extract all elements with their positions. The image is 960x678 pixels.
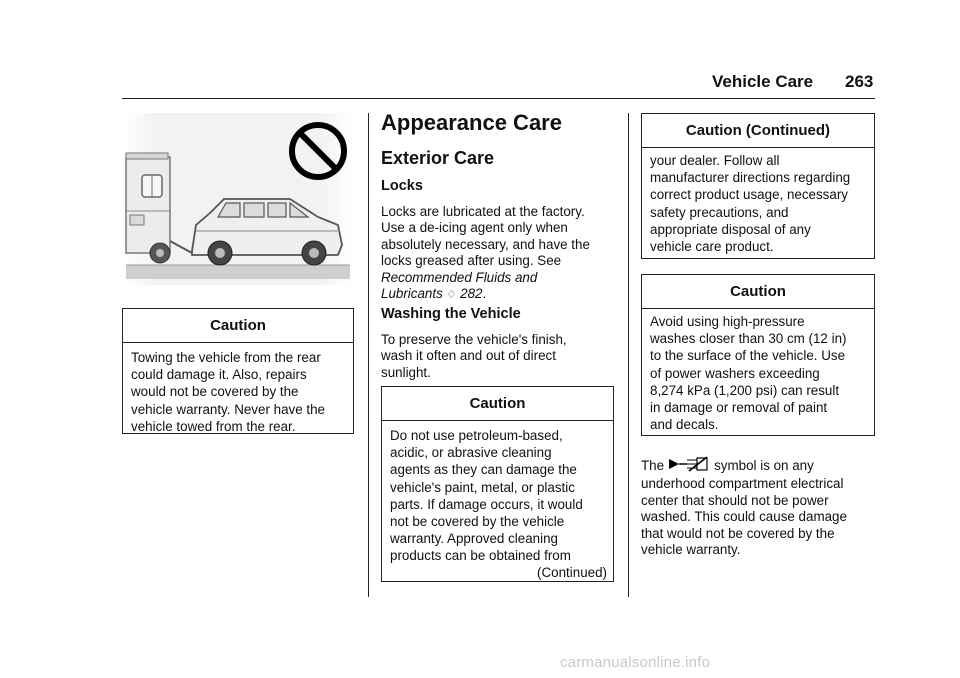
heading-washing-the-vehicle: Washing the Vehicle [381, 306, 521, 322]
no-pressure-wash-icon [667, 456, 711, 476]
caution-line: vehicle towed from the rear. [131, 418, 296, 434]
column-divider-left [368, 113, 369, 597]
caution-heading: Caution [123, 309, 353, 343]
caution-line: Towing the vehicle from the rear [131, 350, 321, 365]
caution-line: products can be obtained from [390, 548, 571, 564]
caution-line: acidic, or abrasive cleaning [390, 445, 552, 461]
caution-line: of power washers exceeding [650, 365, 820, 381]
cross-reference-link[interactable]: Lubricants [381, 286, 443, 302]
text-line: locks greased after using. See [381, 253, 562, 269]
reference-page-number[interactable]: 282 [460, 286, 483, 302]
text-line: underhood compartment electrical [641, 476, 844, 492]
caution-box-towing [122, 308, 354, 434]
text-line: washed. This could cause damage [641, 509, 847, 525]
caution-heading: Caution (Continued) [642, 114, 874, 148]
text-line: Locks are lubricated at the factory. [381, 204, 585, 219]
caution-heading: Caution [382, 387, 613, 421]
section-heading-appearance-care: Appearance Care [381, 110, 562, 135]
text-prefix: The [641, 458, 665, 473]
caution-line: and decals. [650, 417, 719, 433]
caution-line: washes closer than 30 cm (12 in) [650, 331, 847, 347]
text-line: wash it often and out of direct [381, 348, 556, 364]
caution-line: in damage or removal of paint [650, 400, 828, 416]
cross-reference-line[interactable] [381, 286, 621, 303]
symbol-line [641, 456, 875, 476]
page-reference-icon: ♢ [446, 289, 457, 302]
washing-paragraph [381, 332, 621, 381]
caution-line: warranty. Approved cleaning [390, 531, 558, 547]
text-suffix: symbol is on any [714, 458, 814, 473]
caution-line: correct product usage, necessary [650, 187, 848, 203]
caution-body [642, 148, 874, 255]
reference-period: . [482, 286, 487, 302]
header-rule [122, 98, 875, 99]
caution-line: vehicle care product. [650, 239, 774, 255]
caution-body [642, 309, 874, 433]
caution-line: could damage it. Also, repairs [131, 367, 307, 383]
symbol-paragraph [641, 456, 875, 558]
watermark: carmanualsonline.info [560, 654, 711, 671]
page-number: 263 [845, 72, 874, 91]
caution-heading: Caution [642, 275, 874, 309]
text-line: sunlight. [381, 364, 431, 380]
locks-paragraph [381, 204, 621, 303]
caution-line: to the surface of the vehicle. Use [650, 348, 846, 364]
subsection-heading-exterior-care: Exterior Care [381, 148, 495, 168]
caution-line: manufacturer directions regarding [650, 170, 851, 186]
continued-label: (Continued) [537, 564, 607, 580]
text-line: To preserve the vehicle's finish, [381, 332, 567, 347]
text-line: absolutely necessary, and have the [381, 236, 590, 252]
caution-line: your dealer. Follow all [650, 153, 780, 168]
text-line: vehicle warranty. [641, 542, 741, 558]
caution-line: not be covered by the vehicle [390, 514, 565, 530]
caution-line: safety precautions, and [650, 204, 789, 220]
caution-box-cleaning-agents [381, 386, 614, 582]
caution-line: 8,274 kPa (1,200 psi) can result [650, 382, 840, 398]
caution-line: vehicle warranty. Never have the [131, 401, 326, 417]
text-line: Use a de-icing agent only when [381, 220, 568, 236]
caution-box-continued [641, 113, 875, 259]
caution-line: Do not use petroleum-based, [390, 428, 563, 443]
section-title: Vehicle Care [712, 72, 814, 91]
towing-illustration [122, 113, 354, 285]
cross-reference-link[interactable]: Recommended Fluids and [381, 269, 538, 285]
text-line: that would not be covered by the [641, 525, 835, 541]
caution-box-pressure-washing [641, 274, 875, 436]
caution-line: parts. If damage occurs, it would [390, 496, 583, 512]
heading-locks: Locks [381, 178, 423, 194]
caution-line: Avoid using high-pressure [650, 314, 805, 329]
caution-body [382, 421, 613, 565]
caution-line: would not be covered by the [131, 384, 299, 400]
caution-line: agents as they can damage the [390, 462, 577, 478]
text-line: center that should not be power [641, 492, 829, 508]
caution-line: appropriate disposal of any [650, 221, 811, 237]
caution-body [123, 343, 353, 435]
column-divider-right [628, 113, 629, 597]
caution-line: vehicle's paint, metal, or plastic [390, 479, 575, 495]
